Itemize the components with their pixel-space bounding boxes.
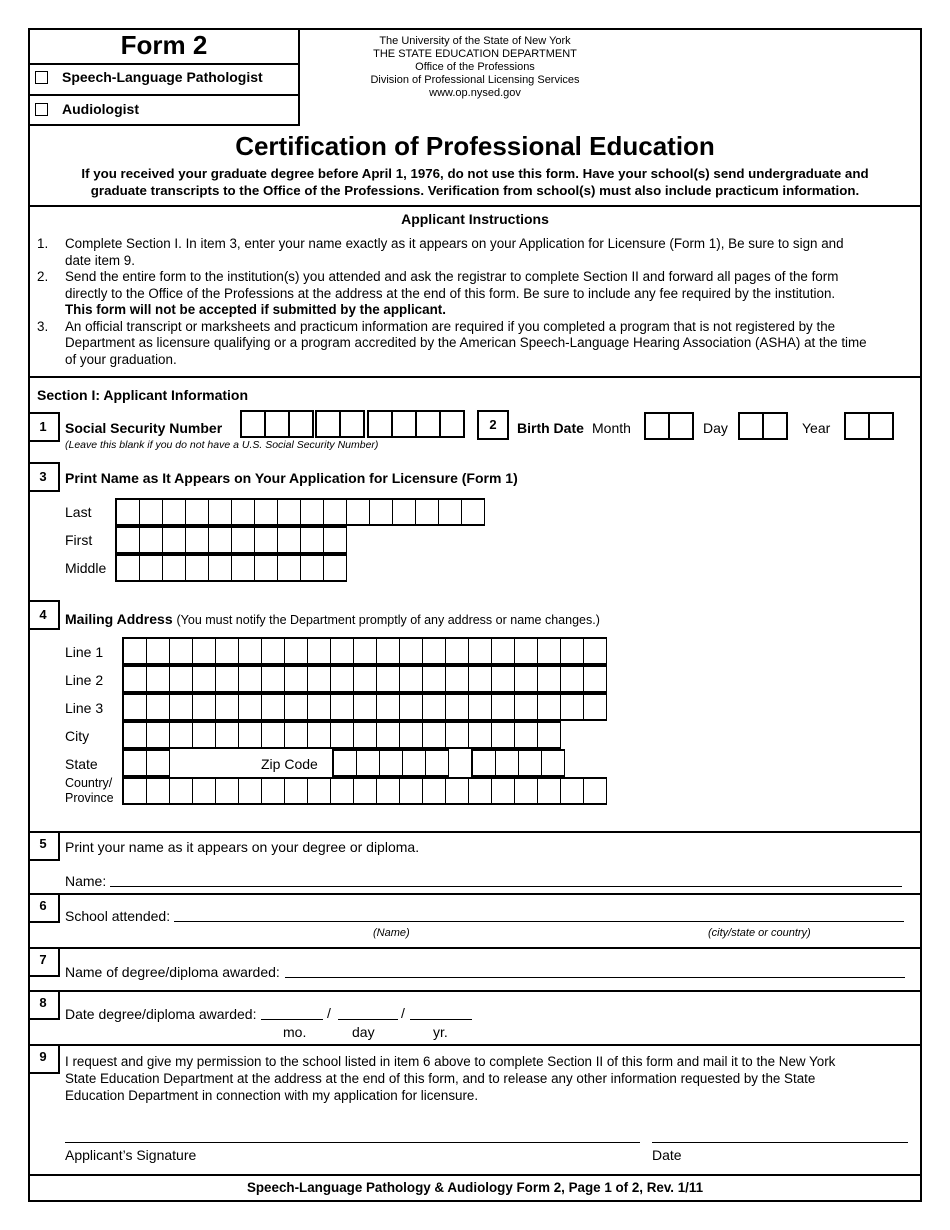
instruction-warning: This form will not be accepted if submitted by the applicant. [65, 302, 446, 317]
form-label: Form 2 [120, 30, 208, 60]
birth-year-input[interactable] [844, 412, 894, 440]
divider [28, 376, 922, 378]
agency-line: The University of the State of New York [379, 35, 571, 47]
permission-line: State Education Department at the address at the end of this form, and to release any other information requested by the State [65, 1071, 816, 1086]
ssn-group-2[interactable] [315, 410, 365, 438]
zip-plus4-input[interactable] [471, 749, 565, 777]
divider [28, 1174, 922, 1176]
address-line3-input[interactable] [122, 693, 607, 721]
country-label [65, 776, 114, 806]
item-number: 3 [28, 462, 60, 492]
month-caption: mo. [283, 1024, 307, 1040]
divider [28, 94, 300, 96]
last-name-label: Last [65, 504, 92, 520]
item-number: 2 [477, 410, 509, 440]
subtitle-line: If you received your graduate degree before April 1, 1976, do not use this form. Have your school(s) send undergraduate and [81, 166, 869, 181]
degree-month-input[interactable] [261, 1019, 323, 1020]
subtitle-line: graduate transcripts to the Office of the Professions. Verification from school(s) must also include practicum information. [90, 183, 860, 198]
form-title: Certification of Professional Education [235, 131, 715, 161]
agency-line: Division of Professional Licensing Services [370, 74, 580, 86]
mail-note: (You must notify the Department promptly of any address or name changes.) [176, 613, 600, 627]
divider [28, 63, 300, 65]
signature-date-input[interactable] [652, 1142, 908, 1143]
agency-line: Office of the Professions [415, 61, 535, 73]
divider [28, 205, 922, 207]
birth-date-label: Birth Date [517, 420, 584, 436]
line1-label: Line 1 [65, 644, 104, 660]
first-name-input[interactable] [115, 526, 347, 554]
subtitle [28, 165, 922, 199]
birth-month-input[interactable] [644, 412, 694, 440]
item-number: 9 [28, 1044, 60, 1074]
footer: Speech-Language Pathology & Audiology Form 2, Page 1 of 2, Rev. 1/11 [246, 1180, 704, 1195]
slp-checkbox[interactable] [35, 71, 48, 84]
school-location-caption: (city/state or country) [708, 927, 811, 939]
degree-day-input[interactable] [338, 1019, 398, 1020]
date-label: Date [652, 1147, 682, 1163]
instruction-line: Department as licensure qualifying or a program accredited by the American Speech-Language Hearing Association (ASHA) at the time [65, 335, 867, 350]
state-input[interactable] [122, 749, 170, 777]
item-number: 4 [28, 600, 60, 630]
school-label: School attended: [65, 908, 171, 924]
line2-label: Line 2 [65, 672, 104, 688]
date-slash: / [401, 1005, 405, 1021]
item-number: 5 [28, 831, 60, 861]
signature-label: Applicant’s Signature [65, 1147, 197, 1163]
instruction-line: date item 9. [65, 252, 135, 268]
state-label: State [65, 756, 98, 772]
agency-block [300, 35, 650, 100]
address-line1-input[interactable] [122, 637, 607, 665]
item-number: 6 [28, 893, 60, 923]
divider [28, 893, 922, 895]
slp-label: Speech-Language Pathologist [62, 69, 263, 85]
instruction-line: directly to the Office of the Professions at the address at the end of this form. Be sure to include any fee required by the institution. [65, 285, 836, 301]
degree-name-input[interactable] [110, 886, 902, 887]
permission-line: I request and give my permission to the school listed in item 6 above to complete Section II of this form and mail it to the New York [65, 1054, 836, 1069]
year-caption: yr. [433, 1024, 448, 1040]
middle-name-label: Middle [65, 560, 107, 576]
ssn-group-1[interactable] [240, 410, 314, 438]
degree-year-input[interactable] [410, 1019, 472, 1020]
middle-name-input[interactable] [115, 554, 347, 582]
degree-label: Name of degree/diploma awarded: [65, 964, 280, 980]
country-input[interactable] [122, 777, 607, 805]
instruction-line: Complete Section I. In item 3, enter your name exactly as it appears on your Application for Licensure (Form 1), Be sure to sign and [65, 236, 844, 251]
item-number: 1 [28, 412, 60, 442]
degree-input[interactable] [285, 977, 905, 978]
day-caption: day [352, 1024, 375, 1040]
month-label: Month [592, 420, 631, 436]
instruction-line: of your graduation. [65, 351, 177, 367]
degree-date-label: Date degree/diploma awarded: [65, 1006, 257, 1022]
signature-input[interactable] [65, 1142, 640, 1143]
agency-website: www.op.nysed.gov [429, 87, 521, 99]
school-input[interactable] [174, 921, 904, 922]
instructions-heading: Applicant Instructions [401, 211, 549, 227]
zip-input[interactable] [332, 749, 449, 777]
city-label: City [65, 728, 90, 744]
first-name-label: First [65, 532, 93, 548]
divider [28, 831, 922, 833]
divider [28, 1044, 922, 1046]
ssn-group-3[interactable] [367, 410, 465, 438]
instruction-list [37, 236, 917, 368]
instruction-item [37, 269, 917, 319]
ssn-note: (Leave this blank if you do not have a U.S. Social Security Number) [65, 439, 379, 451]
item5-text: Print your name as it appears on your degree or diploma. [65, 839, 420, 855]
zip-label: Zip Code [261, 756, 318, 772]
school-name-caption: (Name) [373, 927, 410, 939]
instruction-number: 2. [37, 269, 49, 284]
mail-heading [65, 611, 600, 627]
instruction-line: An official transcript or marksheets and practicum information are required if you completed a program that is not registered by the [65, 318, 836, 334]
address-line2-input[interactable] [122, 665, 607, 693]
instruction-number: 1. [37, 236, 49, 251]
instruction-item [37, 319, 917, 369]
section-heading: Section I: Applicant Information [37, 387, 249, 403]
line3-label: Line 3 [65, 700, 104, 716]
mail-label: Mailing Address [65, 611, 173, 627]
audiologist-checkbox[interactable] [35, 103, 48, 116]
name-heading: Print Name as It Appears on Your Application for Licensure (Form 1) [65, 470, 518, 486]
agency-line: THE STATE EDUCATION DEPARTMENT [373, 48, 577, 60]
divider [28, 947, 922, 949]
city-input[interactable] [122, 721, 561, 749]
divider [28, 990, 922, 992]
date-slash: / [327, 1005, 331, 1021]
day-label: Day [703, 420, 728, 436]
item-number: 7 [28, 947, 60, 977]
permission-line: Education Department in connection with my application for licensure. [65, 1088, 479, 1103]
instruction-number: 3. [37, 318, 49, 334]
permission-text [65, 1053, 835, 1104]
last-name-input[interactable] [115, 498, 485, 526]
birth-day-input[interactable] [738, 412, 788, 440]
country-line: Country/ [65, 776, 113, 790]
item-number: 8 [28, 990, 60, 1020]
year-label: Year [802, 420, 831, 436]
ssn-label: Social Security Number [65, 420, 223, 436]
country-line: Province [65, 791, 114, 805]
instruction-item [37, 236, 917, 269]
item5-name-label: Name: [65, 873, 107, 889]
audiologist-label: Audiologist [62, 101, 139, 117]
instruction-line: Send the entire form to the institution(s) you attended and ask the registrar to complete Section II and forward all pages of the form [65, 269, 839, 284]
